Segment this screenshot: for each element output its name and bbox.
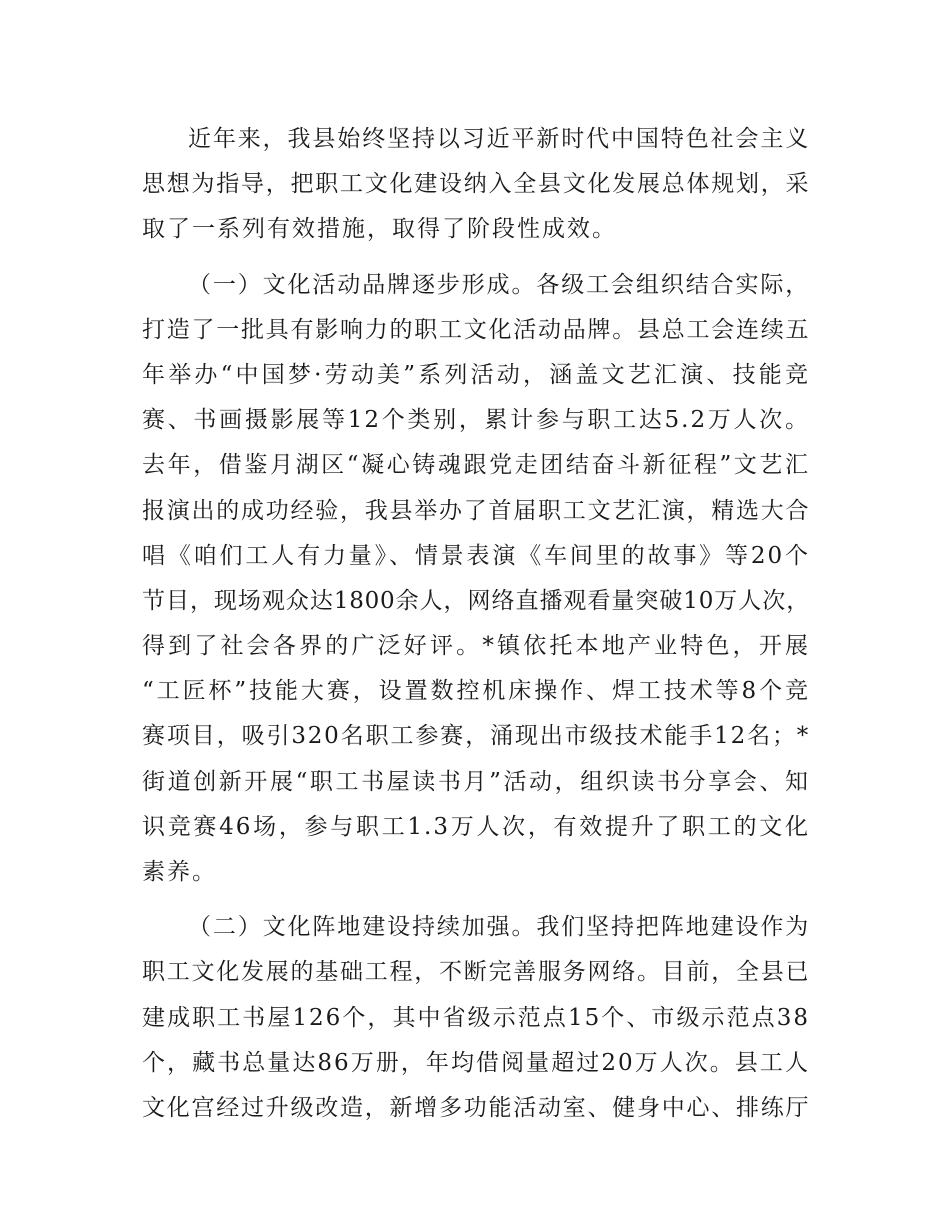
text-line: 建成职工书屋126个，其中省级示范点15个、市级示范点38 <box>142 1004 810 1031</box>
text-line: 唱《咱们工人有力量》、情景表演《车间里的故事》等20个 <box>142 542 810 569</box>
paragraph-section-2 <box>142 905 810 1131</box>
text-line: 去年，借鉴月湖区“凝心铸魂跟党走团结奋斗新征程”文艺汇 <box>142 452 810 479</box>
text-line: 思想为指导，把职工文化建设纳入全县文化发展总体规划，采 <box>142 171 811 198</box>
text-line: 文化宫经过升级改造，新增多功能活动室、健身中心、排练厅 <box>142 1094 811 1121</box>
document-body <box>142 117 810 1131</box>
text-line: 素养。 <box>142 859 217 885</box>
text-line: 赛项目，吸引320名职工参赛，涌现出市级技术能手12名；* <box>142 723 810 750</box>
text-line: 年举办“中国梦·劳动美”系列活动，涵盖文艺汇演、技能竞 <box>142 361 810 388</box>
section-heading-line: （一）文化活动品牌逐步形成。各级工会组织结合实际， <box>188 271 810 298</box>
paragraph-section-1 <box>142 263 810 896</box>
text-line: 节目，现场观众达1800余人，网络直播观看量突破10万人次， <box>142 587 810 614</box>
text-line: 赛、书画摄影展等12个类别，累计参与职工达5.2万人次。 <box>142 407 810 434</box>
section-heading-line: （二）文化阵地建设持续加强。我们坚持把阵地建设作为 <box>188 914 810 941</box>
text-line: 打造了一批具有影响力的职工文化活动品牌。县总工会连续五 <box>142 316 811 343</box>
text-line: “工匠杯”技能大赛，设置数控机床操作、焊工技术等8个竞 <box>142 678 810 705</box>
text-line: 得到了社会各界的广泛好评。*镇依托本地产业特色，开展 <box>142 633 810 660</box>
text-line: 个，藏书总量达86万册，年均借阅量超过20万人次。县工人 <box>142 1049 810 1076</box>
text-line: 近年来，我县始终坚持以习近平新时代中国特色社会主义 <box>188 126 810 152</box>
paragraph-intro <box>142 117 810 253</box>
text-line: 取了一系列有效措施，取得了阶段性成效。 <box>142 216 617 243</box>
text-line: 报演出的成功经验，我县举办了首届职工文艺汇演，精选大合 <box>142 497 811 524</box>
text-line: 职工文化发展的基础工程，不断完善服务网络。目前，全县已 <box>142 959 811 986</box>
text-line: 街道创新开展“职工书屋读书月”活动，组织读书分享会、知 <box>142 768 810 795</box>
text-line: 识竞赛46场，参与职工1.3万人次，有效提升了职工的文化 <box>142 813 810 840</box>
